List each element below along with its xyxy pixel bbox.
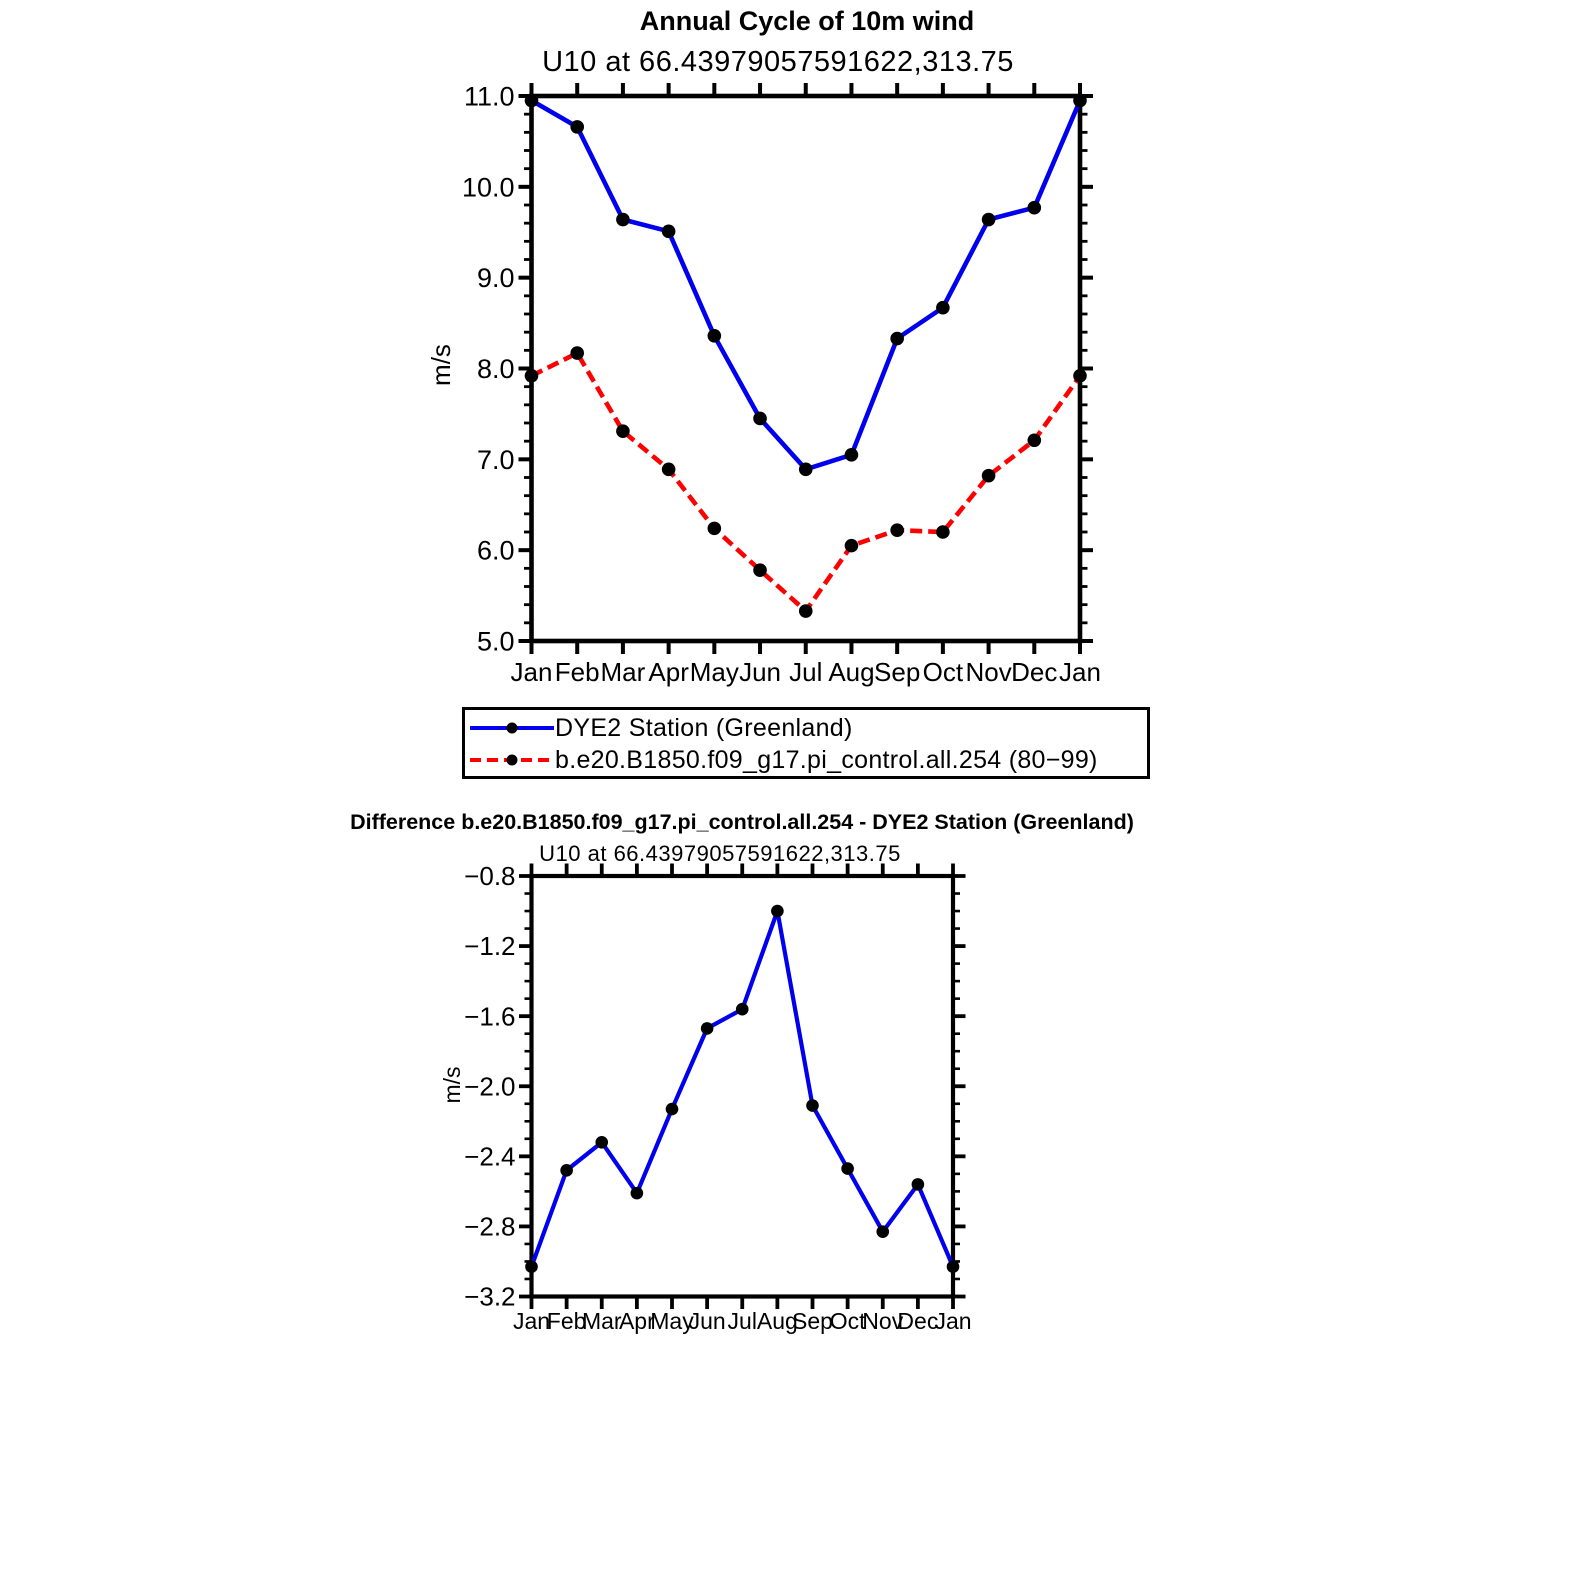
y-tick-label: 7.0 bbox=[476, 444, 515, 475]
series-line bbox=[532, 353, 1081, 611]
x-tick-label: Apr bbox=[648, 657, 689, 687]
data-point-marker bbox=[936, 301, 950, 315]
data-point-marker bbox=[890, 523, 904, 537]
data-point-marker bbox=[662, 225, 676, 239]
data-point-marker bbox=[1073, 94, 1087, 108]
data-point-marker bbox=[1027, 201, 1041, 215]
data-point-marker bbox=[1027, 433, 1041, 447]
data-point-marker bbox=[771, 905, 784, 918]
series-line bbox=[532, 101, 1081, 470]
data-point-marker bbox=[525, 369, 539, 383]
plot-box bbox=[532, 876, 954, 1297]
data-point-marker bbox=[616, 424, 630, 438]
legend-item-0 bbox=[469, 712, 1147, 744]
legend-line-sample bbox=[469, 719, 555, 737]
data-point-marker bbox=[1073, 369, 1087, 383]
data-point-marker bbox=[560, 1164, 573, 1177]
data-point-marker bbox=[841, 1162, 854, 1175]
legend-sample-marker-icon bbox=[507, 755, 518, 766]
x-tick-label: May bbox=[689, 657, 739, 687]
legend-label: b.e20.B1850.f09_g17.pi_control.all.254 (80−99) bbox=[555, 745, 1098, 774]
x-tick-label: Oct bbox=[829, 1308, 866, 1334]
series-annual-cycle-1 bbox=[525, 346, 1087, 618]
x-tick-label: Sep bbox=[792, 1308, 833, 1334]
data-point-marker bbox=[570, 346, 584, 360]
data-point-marker bbox=[708, 522, 722, 536]
x-tick-label: Dec bbox=[897, 1308, 939, 1334]
x-tick-label: Nov bbox=[862, 1308, 904, 1334]
x-tick-label: Aug bbox=[756, 1308, 798, 1334]
data-point-marker bbox=[845, 539, 859, 553]
y-tick-label: 5.0 bbox=[476, 626, 515, 657]
data-point-marker bbox=[666, 1103, 679, 1116]
x-tick-label: Dec bbox=[1011, 657, 1058, 687]
y-tick-label: −1.6 bbox=[464, 1001, 516, 1032]
x-tick-label: Feb bbox=[546, 1308, 587, 1334]
data-point-marker bbox=[799, 463, 813, 477]
data-point-marker bbox=[876, 1225, 889, 1238]
y-tick-label: −1.2 bbox=[464, 931, 516, 962]
legend-sample-marker-icon bbox=[507, 723, 518, 734]
x-tick-label: Sep bbox=[874, 657, 921, 687]
series-difference-0 bbox=[525, 905, 959, 1273]
data-point-marker bbox=[982, 213, 996, 227]
data-point-marker bbox=[525, 94, 539, 108]
data-point-marker bbox=[736, 1003, 749, 1016]
y-minor-ticks bbox=[525, 894, 961, 1279]
x-tick-labels bbox=[513, 1308, 972, 1334]
data-point-marker bbox=[753, 412, 767, 426]
data-point-marker bbox=[595, 1136, 608, 1149]
chart2-title: Difference b.e20.B1850.f09_g17.pi_control.all.254 - DYE2 Station (Greenland) bbox=[350, 810, 1134, 834]
data-point-marker bbox=[799, 604, 813, 618]
data-point-marker bbox=[662, 463, 676, 477]
data-point-marker bbox=[570, 120, 584, 134]
data-point-marker bbox=[982, 469, 996, 483]
y-tick-label: −2.0 bbox=[464, 1071, 516, 1102]
x-tick-label: Jul bbox=[789, 657, 823, 687]
data-point-marker bbox=[708, 329, 722, 343]
data-point-marker bbox=[912, 1178, 925, 1191]
x-tick-label: Jan bbox=[1059, 657, 1101, 687]
x-ticks bbox=[532, 864, 954, 1310]
plot-box bbox=[532, 96, 1081, 641]
y-tick-label: −2.4 bbox=[464, 1141, 516, 1172]
data-point-marker bbox=[753, 563, 767, 577]
y-tick-label: 11.0 bbox=[463, 81, 515, 112]
y-tick-label: −2.8 bbox=[464, 1211, 516, 1242]
data-point-marker bbox=[616, 213, 630, 227]
y-tick-label: −3.2 bbox=[464, 1281, 516, 1312]
x-tick-label: Feb bbox=[554, 657, 600, 687]
legend-item-1 bbox=[469, 744, 1147, 776]
data-point-marker bbox=[845, 448, 859, 462]
x-tick-label: Jan bbox=[934, 1308, 972, 1334]
legend-line-sample bbox=[469, 751, 555, 769]
y-tick-label: 6.0 bbox=[476, 535, 515, 566]
data-point-marker bbox=[947, 1260, 960, 1273]
x-tick-label: Mar bbox=[600, 657, 646, 687]
x-tick-label: Oct bbox=[922, 657, 964, 687]
chart-difference bbox=[464, 861, 971, 1334]
y-tick-label: 8.0 bbox=[476, 353, 515, 384]
y-tick-label: 10.0 bbox=[461, 172, 515, 203]
chart1-title: Annual Cycle of 10m wind bbox=[639, 6, 975, 36]
x-tick-label: May bbox=[650, 1308, 694, 1334]
data-point-marker bbox=[701, 1022, 714, 1035]
x-tick-labels bbox=[511, 657, 1101, 687]
chart1-subtitle: U10 at 66.43979057591622,313.75 bbox=[542, 46, 1014, 78]
legend bbox=[462, 707, 1150, 779]
chart2-subtitle: U10 at 66.43979057591622,313.75 bbox=[539, 841, 901, 866]
x-tick-label: Jun bbox=[688, 1308, 726, 1334]
data-point-marker bbox=[525, 1260, 538, 1273]
chart2-y-axis-label: m/s bbox=[439, 1066, 465, 1104]
y-tick-label: 9.0 bbox=[476, 263, 515, 294]
x-tick-label: Nov bbox=[965, 657, 1012, 687]
chart1-y-axis-label: m/s bbox=[426, 344, 456, 386]
x-tick-label: Jun bbox=[739, 657, 782, 687]
y-major-ticks bbox=[519, 876, 966, 1297]
chart-annual-cycle bbox=[462, 81, 1101, 687]
x-ticks bbox=[532, 83, 1081, 654]
data-point-marker bbox=[631, 1187, 644, 1200]
data-point-marker bbox=[806, 1099, 819, 1112]
data-point-marker bbox=[890, 332, 904, 346]
series-annual-cycle-0 bbox=[525, 94, 1087, 476]
data-point-marker bbox=[936, 525, 950, 539]
x-tick-label: Jan bbox=[510, 657, 553, 687]
y-tick-labels bbox=[464, 861, 515, 1312]
x-tick-label: Aug bbox=[828, 657, 875, 687]
x-tick-label: Mar bbox=[581, 1308, 622, 1334]
x-tick-label: Jul bbox=[727, 1308, 757, 1334]
x-tick-label: Jan bbox=[512, 1308, 551, 1334]
legend-label: DYE2 Station (Greenland) bbox=[555, 713, 853, 742]
series-line bbox=[532, 911, 954, 1267]
y-tick-labels bbox=[462, 81, 515, 656]
y-tick-label: −0.8 bbox=[464, 861, 516, 892]
x-tick-label: Apr bbox=[618, 1308, 655, 1334]
